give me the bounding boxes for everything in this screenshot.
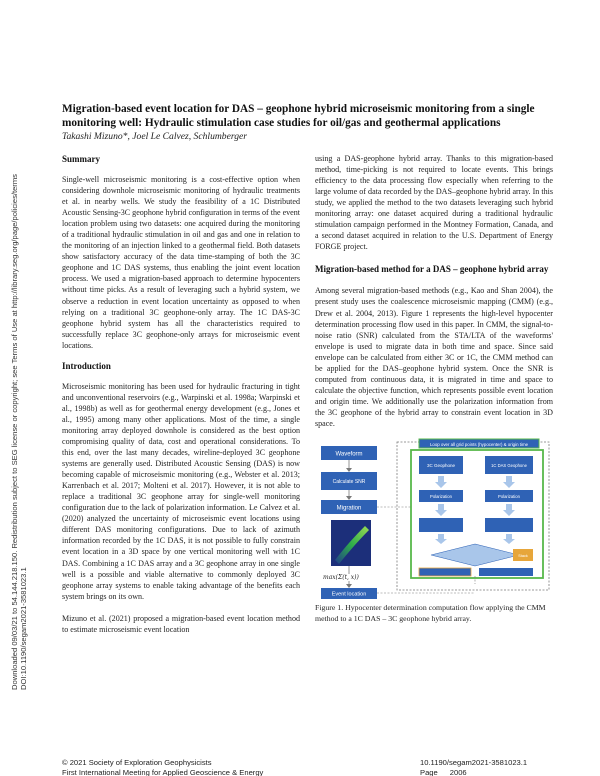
conference-name: First International Meeting for Applied Geoscience & Energy: [62, 768, 264, 776]
page-label: Page: [420, 768, 438, 776]
waveform-label: Waveform: [335, 451, 363, 458]
sidebar-doi: DOI:10.1190/segam2021-3581023.1: [19, 567, 28, 690]
right-column: [315, 150, 553, 429]
footer-left: [62, 758, 263, 776]
arrow-down-2: [503, 476, 515, 488]
objective-formula: max(Σ(t, x)): [323, 574, 359, 581]
download-sidebar: [2, 90, 30, 690]
loop-label-text: Loop over all grid points (hypocenter) & origin time: [429, 442, 529, 447]
download-notice: Downloaded 09/03/21 to 54.144.218.150. Redistribution subject to SEG license or copyright; see Terms of Use at http://library.seg.org/page/policies/terms: [10, 174, 19, 690]
migration-label: Migration: [336, 505, 362, 512]
calculate-snr-label: Calculate SNR: [332, 479, 366, 485]
polarization-label-1: Polarization: [430, 494, 452, 499]
stack-label: Stack: [518, 554, 528, 558]
polarization-label-2: Polarization: [498, 494, 520, 499]
das-label: 1C DAS Geophone: [491, 463, 527, 468]
arrow-down-1: [435, 476, 447, 488]
page-number: 2006: [449, 768, 467, 776]
event-location-label: Event location: [331, 591, 367, 598]
introduction-text: Microseismic monitoring has been used for hydraulic fracturing in tight and unconventional reservoirs (e.g., Warpinski et al. 1998a; Warpinski et al., 1998b) as well as for geothermal energy development (e.g., Jones et al., 1995) among many other applications. Most of the time, a single monitoring array deployed downhole is considered as the best option compromising quality of data, cost and operational considerations. To this end, over the last many decades, wireline-deployed 3C geophone systems are generally used. Distributed Acoustic Sensing (DAS) is now becoming capable of microseismic monitoring (e.g., Webster et al. 2013; Karrenbach et al. 2017; Molteni et al. 2017). However, it is not able to replace a traditional 3C geophone array for single-well monitoring configuration due to the lack of polarization information. Le Calvez et al. (2020) analyzed the uncertainty of microseismic event locations using different DAS monitoring configurations. Due to lack of azimuth information recorded by the 1C DAS, it is not possible to fully constrain event location in a 3D space by one vertical monitoring well with 1C DAS. Combining a 1C DAS array and a 3C geophone array in one single well is a possible and viable alternative to commonly deployed 3C geophone array systems to enable taking advantage of the benefits each system brings on its own.: [62, 381, 300, 601]
method-text: Among several migration-based methods (e.g., Kao and Shan 2004), the present study uses the coalescence microseismic mapping (CMM) (e.g., Drew et al. 2004, 2013). Figure 1 represents the high-level hypocenter determination processing flow used in this paper. In CMM, the signal-to-noise ratio (SNR) calculated from the STA/LTA of the waveforms' envelope is used to migrate data in both time and space. Since said envelope can be calculated from either 3C or 1C, the CMM method can be applied for the DAS–geophone hybrid system. Once the SNR is computed from continuous data, it is migrated in time and space to calculate the objective function, which represents possible event location and origin time. We additionally use the polarization information from the 3C geophone of the hybrid array to constrain event location in 3D space.: [315, 286, 553, 428]
introduction-heading: Introduction: [62, 360, 111, 371]
left-column: [62, 150, 300, 635]
continued-text: using a DAS-geophone hybrid array. Thanks to this migration-based method, time-picking is not required to locate events. This brings efficiency to the data processing flow especially when referring to the large volume of data recorded by the DAS–geophone hybrid array. In this study, we applied the method to the two datasets leveraging such hybrid monitoring array: one dataset acquired during a traditional hydraulic stimulation campaign performed in the Montney Formation, Canada, and a second dataset acquired in relation to the U.S. Department of Energy FORGE project.: [315, 154, 553, 252]
figure-1: [315, 438, 553, 600]
copyright: © 2021 Society of Exploration Geophysicists: [62, 758, 212, 767]
decision-diamond: [431, 544, 519, 566]
flowchart-diagram: [315, 438, 553, 600]
paper-title: Migration-based event location for DAS – geophone hybrid microseismic monitoring from a single monitoring well: Hydraulic stimulation case studies for oil/gas and geothermal applications: [62, 103, 535, 129]
introduction-text-2: Mizuno et al. (2021) proposed a migration-based event location method to estimate microseismic event location: [62, 613, 300, 634]
footer-doi: 10.1190/segam2021-3581023.1: [420, 758, 528, 767]
paper-authors: Takashi Mizuno*, Joel Le Calvez, Schlumberger: [62, 131, 248, 142]
footer-right: [420, 758, 560, 776]
method-heading: Migration-based method for a DAS – geophone hybrid array: [315, 264, 549, 275]
figure-caption: Figure 1. Hypocenter determination computation flow applying the CMM method to a 1C DAS – 3C geophone hybrid array.: [315, 603, 546, 623]
geophone-label: 3C Geophone: [426, 463, 456, 468]
summary-heading: Summary: [62, 154, 100, 164]
summary-text: Single-well microseismic monitoring is a cost-effective option when considering downhole microseismic monitoring of hydraulic treatments et al. in nearby wells. We study the feasibility of a 1C Distributed Acoustic Sensing-3C geophone hybrid configuration in terms of the event location problem using two datasets: one acquired during the monitoring of a traditional hydraulic stimulation in oil and gas and one in relation to the monitoring of an injection linked to a geothermal field. Both datasets show satisfactory accuracy of the data time-stamping of both the 3C geophone and 1C DAS systems, thus enabling the joint event location process. We used a migration-based approach to determine hypocenters without time picks. As a result of leveraging such a hybrid system, we observe a reduction in event location uncertainty as opposed to when relying on a traditional 3C geophone-only array. The 1C DAS-3C geophone hybrid system has all the characteristics required to successfully replace 3C geophone-only arrays for microseismic event locations.: [62, 175, 301, 350]
